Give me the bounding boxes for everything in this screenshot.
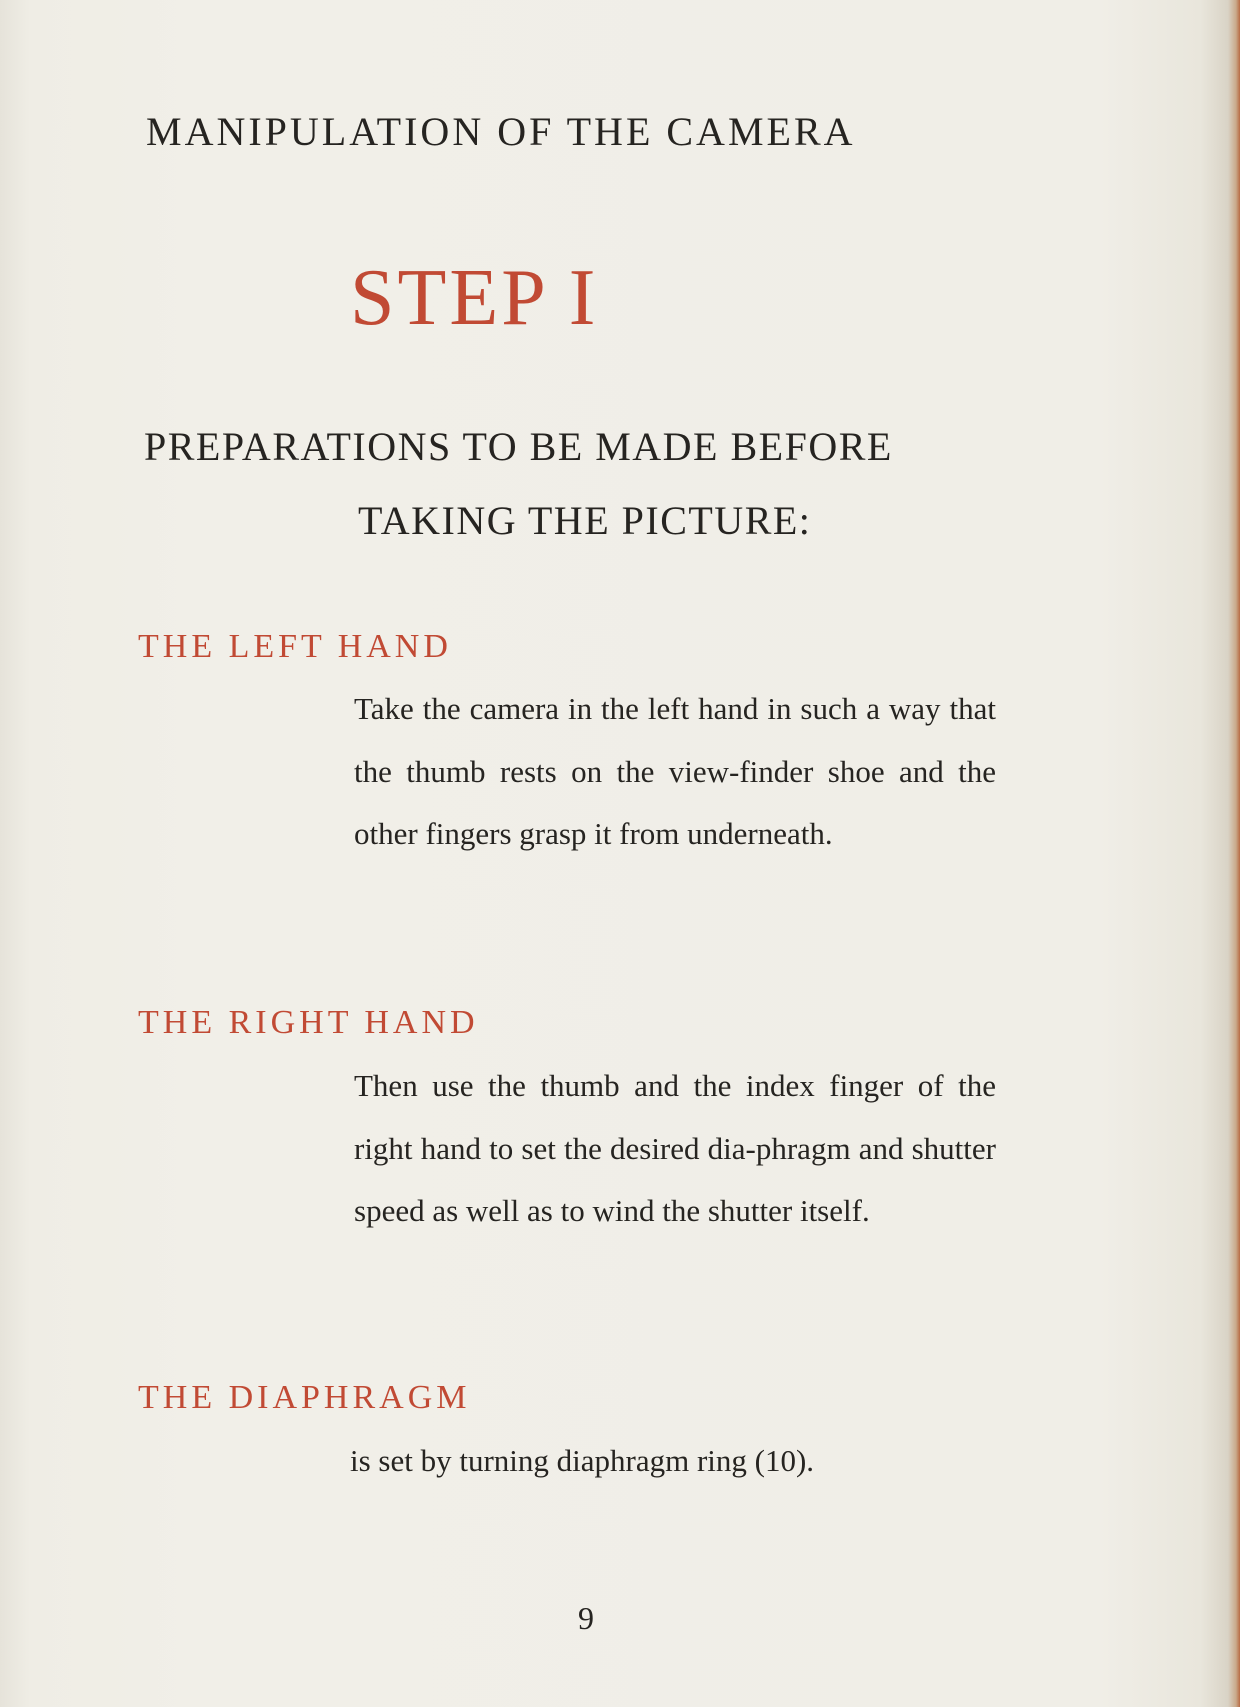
page-number: 9 [578,1600,594,1636]
step-title: STEP I [350,254,599,342]
section-body-diaphragm: is set by turning diaphragm ring (10). [350,1443,815,1478]
section-body-left-hand: Take the camera in the left hand in such a way that the thumb rests on the view-finder shoe and the other fingers grasp it from underneath. [354,691,996,851]
step-subtitle [144,410,999,558]
section-heading-left-hand: THE LEFT HAND [138,628,452,665]
section-heading-right-hand: THE RIGHT HAND [138,1004,479,1041]
step-subtitle-line-2: TAKING THE PICTURE: [358,498,812,543]
running-header: MANIPULATION OF THE CAMERA [146,109,856,154]
step-subtitle-line-1: PREPARATIONS TO BE MADE BEFORE [144,424,893,469]
section-heading-diaphragm: THE DIAPHRAGM [138,1379,471,1416]
section-body-right-hand: Then use the thumb and the index finger of the right hand to set the desired dia-phragm and shutter speed as well as to wind the shutter itself. [354,1068,996,1228]
